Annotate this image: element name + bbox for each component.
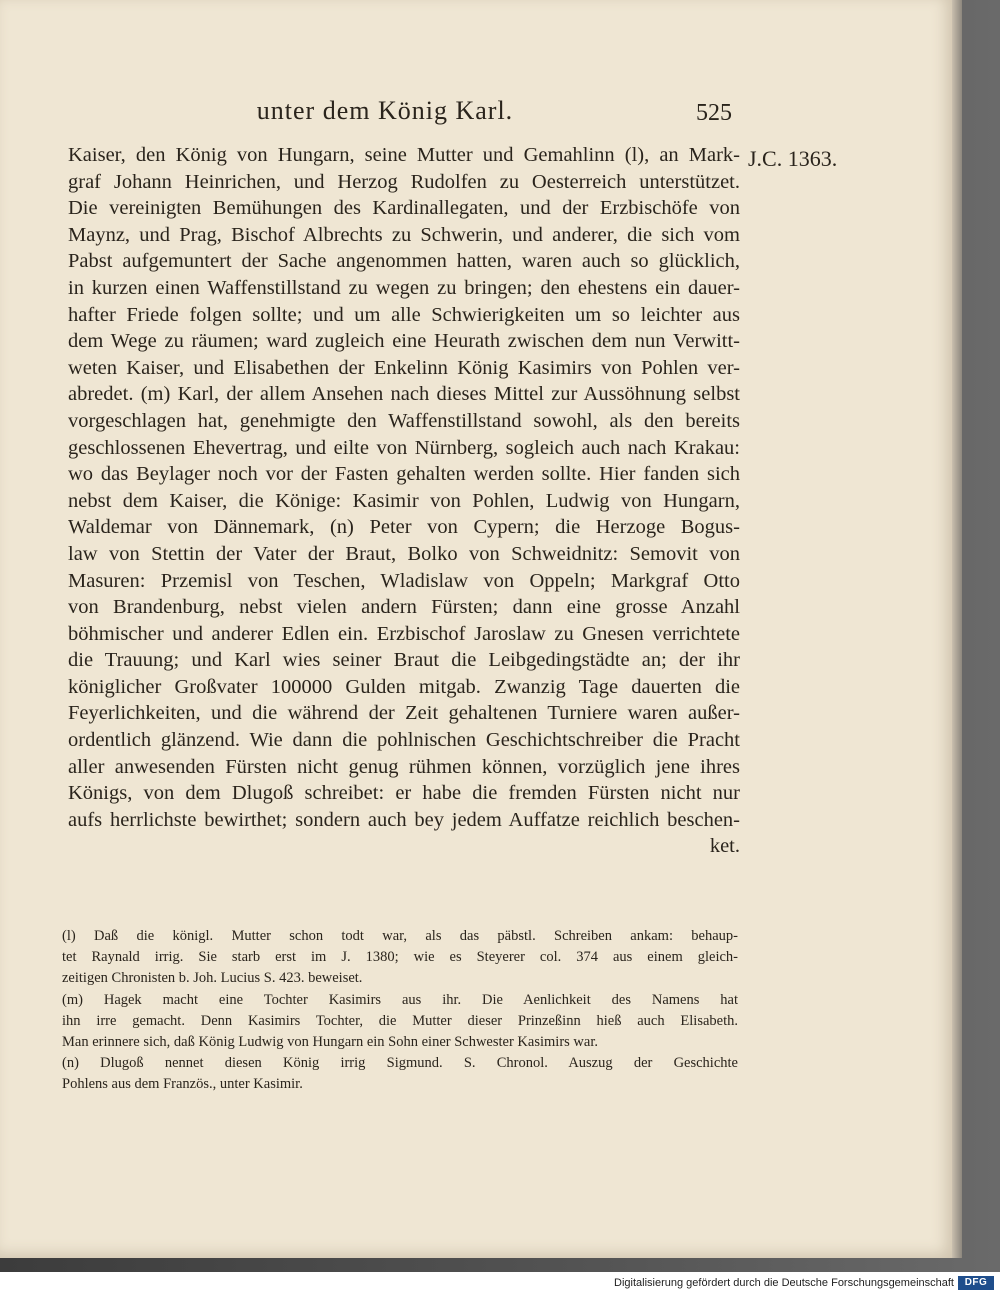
text-line: aller anwesenden Fürsten nicht genug rühmen können, vorzüglich jene ihres [68, 755, 740, 778]
text-line: Masuren: Przemisl von Teschen, Wladislaw von Oppeln; Markgraf Otto [68, 569, 740, 592]
funding-credit: Digitalisierung gefördert durch die Deutsche Forschungsgemeinschaft [614, 1277, 954, 1289]
body-text [68, 142, 740, 860]
text-line: dem Wege zu räumen; ward zugleich eine Heurath zwischen dem nun Verwitt- [68, 330, 740, 353]
text-line: Maynz, und Prag, Bischof Albrechts zu Schwerin, und anderer, die sich vom [68, 223, 740, 246]
text-line: hafter Friede folgen sollte; und um alle Schwierigkeiten um so leichter aus [68, 303, 740, 326]
footnotes [62, 926, 738, 1096]
catchword: ket. [709, 835, 740, 858]
text-line: die Trauung; und Karl wies seiner Braut die Leibgedingstädte an; der ihr [68, 649, 740, 672]
footnote-line: (m) Hagek macht eine Tochter Kasimirs aus ihr. Die Aenlichkeit des Namens hat [62, 991, 738, 1008]
text-line: Pabst aufgemuntert der Sache angenommen hatten, waren auch so glücklich, [68, 250, 740, 273]
text-line: nebst dem Kaiser, die Könige: Kasimir von Pohlen, Ludwig von Hungarn, [68, 489, 740, 512]
text-line: in kurzen einen Waffenstillstand zu wegen zu bringen; den ehestens ein dauer- [68, 276, 740, 299]
text-line: ordentlich glänzend. Wie dann die pohlnischen Geschichtschreiber die Pracht [68, 729, 740, 752]
footnote-line: zeitigen Chronisten b. Joh. Lucius S. 423. beweiset. [62, 970, 363, 987]
text-line: abredet. (m) Karl, der allem Ansehen nach dieses Mittel zur Aussöhnung selbst [68, 383, 740, 406]
text-line: graf Johann Heinrichen, und Herzog Rudolfen zu Oesterreich unterstützet. [68, 170, 740, 193]
text-line: Königs, von dem Dlugoß schreibet: er habe die fremden Fürsten nicht nur [68, 782, 740, 805]
text-line: böhmischer und anderer Edlen ein. Erzbischof Jaroslaw zu Gnesen verrichtete [68, 622, 740, 645]
text-line: Waldemar von Dännemark, (n) Peter von Cypern; die Herzoge Bogus- [68, 516, 740, 539]
footnote-line: Man erinnere sich, daß König Ludwig von Hungarn ein Sohn einer Schwester Kasimirs war. [62, 1033, 598, 1050]
text-line: Kaiser, den König von Hungarn, seine Mutter und Gemahlinn (l), an Mark- [68, 144, 740, 166]
footnote-line: (n) Dlugoß nennet diesen König irrig Sigmund. S. Chronol. Auszug der Geschichte [62, 1055, 738, 1072]
footer-bar [0, 1272, 1000, 1295]
marginal-date: J.C. 1363. [748, 146, 838, 171]
text-line: Feyerlichkeiten, und die während der Zeit gehaltenen Turniere waren außer- [68, 702, 740, 725]
page-edge [952, 0, 962, 1258]
footnote-line: tet Raynald irrig. Sie starb erst im J. 1380; wie es Steyerer col. 374 aus einem gleich- [62, 949, 738, 966]
running-head: unter dem König Karl. [256, 96, 514, 125]
text-line: weten Kaiser, und Elisabethen der Enkelinn König Kasimirs von Pohlen ver- [68, 356, 740, 379]
text-line: wo das Beylager noch vor der Fasten gehalten werden sollte. Hier fanden sich [68, 463, 740, 486]
dfg-logo: DFG [958, 1276, 994, 1290]
page-number: 525 [696, 100, 732, 126]
text-line: law von Stettin der Vater der Braut, Bolko von Schweidnitz: Semovit von [68, 542, 740, 565]
footnote-line: Pohlens aus dem Französ., unter Kasimir. [62, 1076, 303, 1093]
text-line: vorgeschlagen hat, genehmigte den Waffenstillstand sowohl, als den bereits [68, 409, 740, 432]
footnote-line: ihn irre gemacht. Denn Kasimirs Tochter, die Mutter dieser Prinzeßinn hieß auch Elisabeth. [62, 1012, 738, 1029]
text-line: königlicher Großvater 100000 Gulden mitgab. Zwanzig Tage dauerten die [68, 675, 740, 698]
text-line: geschlossenen Ehevertrag, und eilte von Nürnberg, sogleich auch nach Krakau: [68, 436, 740, 459]
footnote-line: (l) Daß die königl. Mutter schon todt war, als das päbstl. Schreiben ankam: behaup- [62, 928, 738, 944]
text-line: von Brandenburg, nebst vielen andern Fürsten; dann eine grosse Anzahl [68, 596, 740, 619]
text-line: Die vereinigten Bemühungen des Kardinallegaten, und der Erzbischöfe von [68, 197, 740, 220]
text-line: aufs herrlichste bewirthet; sondern auch bey jedem Auffatze reichlich beschen- [68, 808, 740, 831]
